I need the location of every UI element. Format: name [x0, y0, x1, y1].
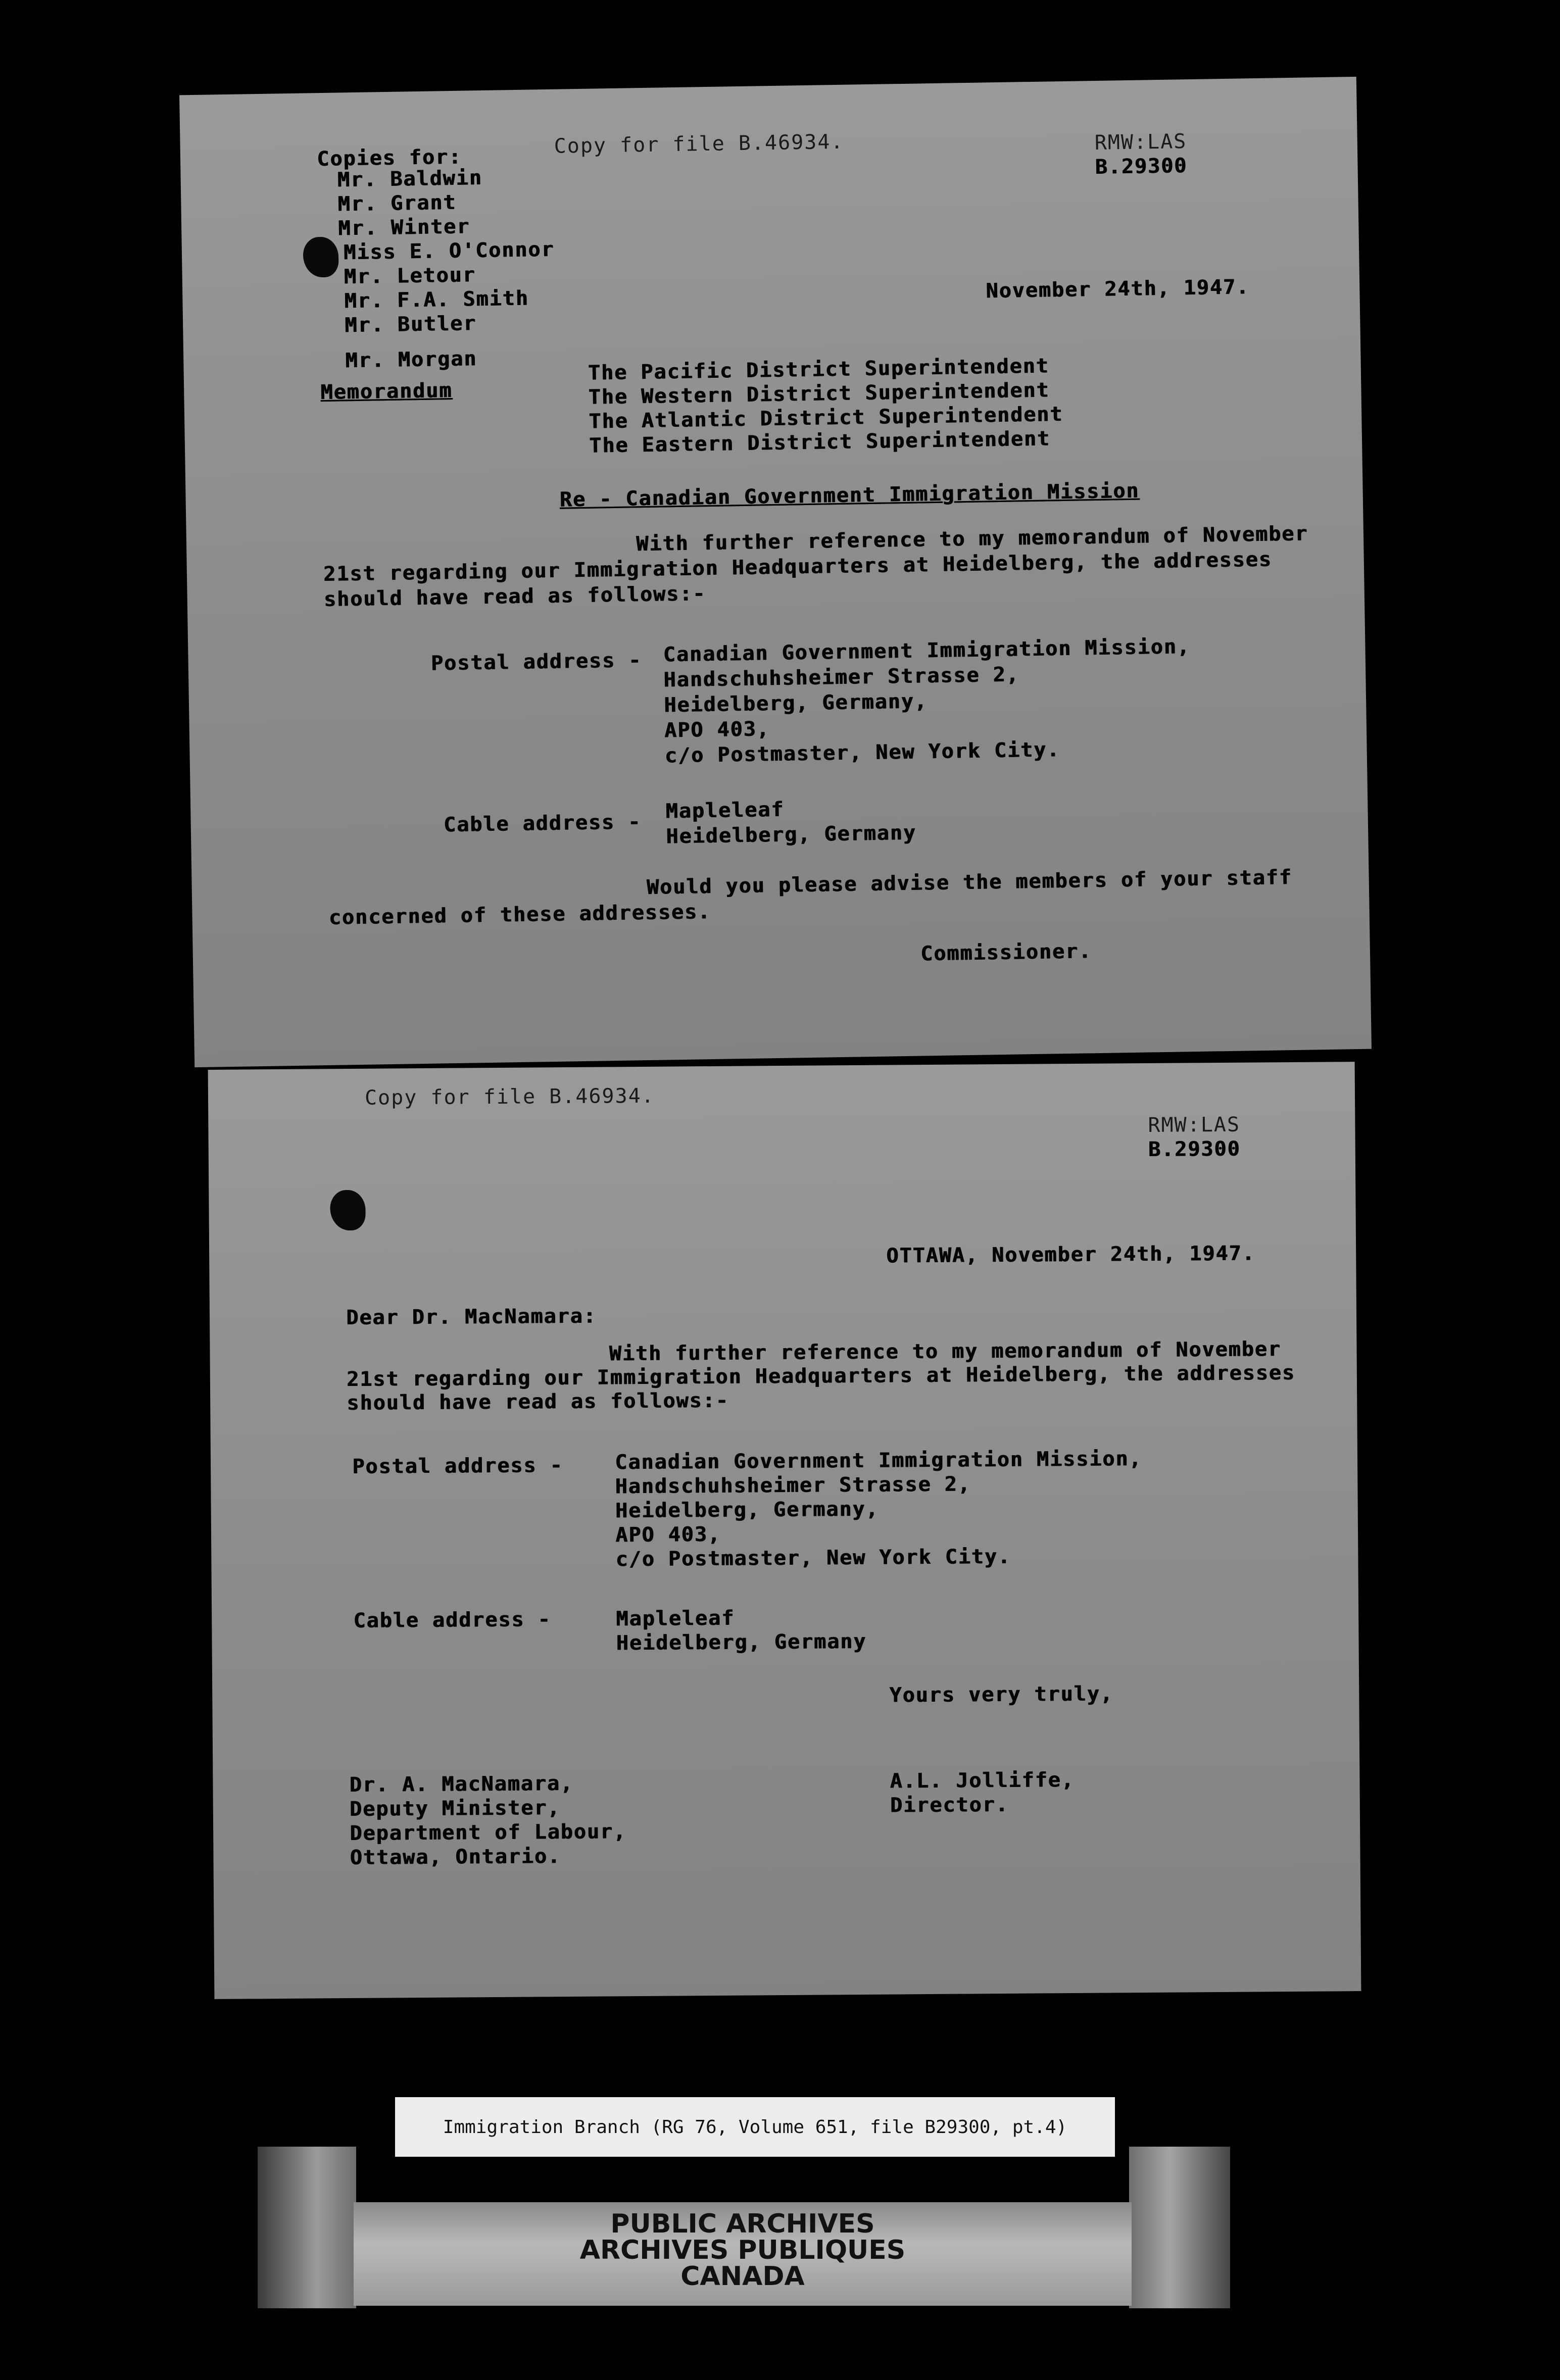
body-line: 21st regarding our Immigration Headquarters at Heidelberg, the addresses — [323, 548, 1272, 586]
archive-file-label: Immigration Branch (RG 76, Volume 651, file B29300, pt.4) — [395, 2097, 1115, 2157]
complimentary-close: Yours very truly, — [889, 1682, 1113, 1707]
postal-address-label: Postal address - — [352, 1454, 563, 1478]
archive-stamp-line: CANADA — [680, 2261, 805, 2292]
signer-title: Director. — [890, 1793, 1009, 1817]
memo-signature: Commissioner. — [920, 939, 1092, 966]
copy-for-file: Copy for file B.46934. — [364, 1084, 655, 1110]
body-line: should have read as follows:- — [323, 582, 706, 612]
recipient-line: The Atlantic District Superintendent — [588, 403, 1063, 433]
document-type: Memorandum — [320, 379, 453, 405]
body-line: With further reference to my memorandum of November — [636, 522, 1308, 556]
closing-line: concerned of these addresses. — [328, 900, 711, 929]
memo-subject: Re - Canadian Government Immigration Mission — [559, 479, 1140, 512]
postal-address-line: c/o Postmaster, New York City. — [615, 1545, 1011, 1571]
archive-stamp-line: ARCHIVES PUBLIQUES — [579, 2235, 906, 2265]
letter-date: OTTAWA, November 24th, 1947. — [886, 1242, 1255, 1268]
letter-sheet — [208, 1062, 1361, 1999]
body-line: 21st regarding our Immigration Headquarters at Heidelberg, the addresses — [346, 1361, 1295, 1392]
cable-address-label: Cable address - — [443, 810, 642, 837]
copy-recipient: Mr. Morgan — [345, 347, 477, 373]
salutation: Dear Dr. MacNamara: — [346, 1304, 597, 1330]
postal-address-label: Postal address - — [430, 649, 642, 675]
reference-initials: RMW:LAS — [1148, 1113, 1241, 1137]
memo-date: November 24th, 1947. — [985, 275, 1250, 303]
memorandum-sheet — [179, 77, 1372, 1067]
folder-tab-left — [258, 2147, 356, 2308]
signer-name: A.L. Jolliffe, — [890, 1768, 1075, 1793]
folder-tab-right — [1129, 2147, 1230, 2308]
postal-address-line: Heidelberg, Germany, — [663, 689, 928, 717]
punch-hole — [330, 1190, 366, 1230]
addressee-line: Dr. A. MacNamara, — [349, 1771, 574, 1797]
recipient-line: The Eastern District Superintendent — [589, 427, 1051, 458]
addressee-line: Ottawa, Ontario. — [350, 1845, 561, 1870]
body-line: should have read as follows:- — [347, 1389, 729, 1415]
reference-initials: RMW:LAS — [1094, 130, 1187, 155]
postal-address-line: c/o Postmaster, New York City. — [664, 738, 1060, 768]
copy-recipient: Mr. Grant — [337, 190, 457, 216]
copies-heading: Copies for: — [316, 145, 462, 171]
closing-line: Would you please advise the members of your staff — [646, 866, 1293, 900]
copy-recipient: Mr. F.A. Smith — [344, 286, 529, 313]
cable-address-line: Mapleleaf — [665, 798, 785, 823]
postal-address-line: Canadian Government Immigration Mission, — [614, 1447, 1142, 1474]
reference-number: B.29300 — [1095, 154, 1188, 179]
postal-address-line: Heidelberg, Germany, — [615, 1497, 879, 1523]
addressee-line: Department of Labour, — [350, 1820, 627, 1846]
body-line: With further reference to my memorandum of November — [609, 1337, 1281, 1366]
copy-for-file: Copy for file B.46934. — [554, 130, 844, 158]
copy-recipient: Mr. Winter — [337, 215, 470, 240]
reference-number: B.29300 — [1148, 1137, 1241, 1161]
cable-address-label: Cable address - — [353, 1608, 551, 1632]
copy-recipient: Miss E. O'Connor — [343, 237, 555, 265]
cable-address-line: Heidelberg, Germany — [616, 1629, 867, 1655]
punch-hole — [303, 237, 338, 278]
cable-address-line: Mapleleaf — [616, 1606, 735, 1631]
postal-address-line: APO 403, — [664, 717, 770, 742]
postal-address-line: Handschuhsheimer Strasse 2, — [615, 1472, 971, 1499]
postal-address-line: APO 403, — [615, 1522, 721, 1547]
copy-recipient: Mr. Letour — [344, 263, 476, 289]
copy-recipient: Mr. Baldwin — [337, 166, 482, 192]
archive-stamp-line: PUBLIC ARCHIVES — [610, 2209, 875, 2239]
postal-address-line: Canadian Government Immigration Mission, — [663, 635, 1191, 667]
postal-address-line: Handschuhsheimer Strasse 2, — [663, 663, 1019, 692]
cable-address-line: Heidelberg, Germany — [665, 821, 917, 849]
recipient-line: The Pacific District Superintendent — [588, 354, 1049, 385]
copy-recipient: Mr. Butler — [344, 312, 477, 337]
addressee-line: Deputy Minister, — [349, 1796, 561, 1821]
recipient-line: The Western District Superintendent — [588, 378, 1050, 409]
